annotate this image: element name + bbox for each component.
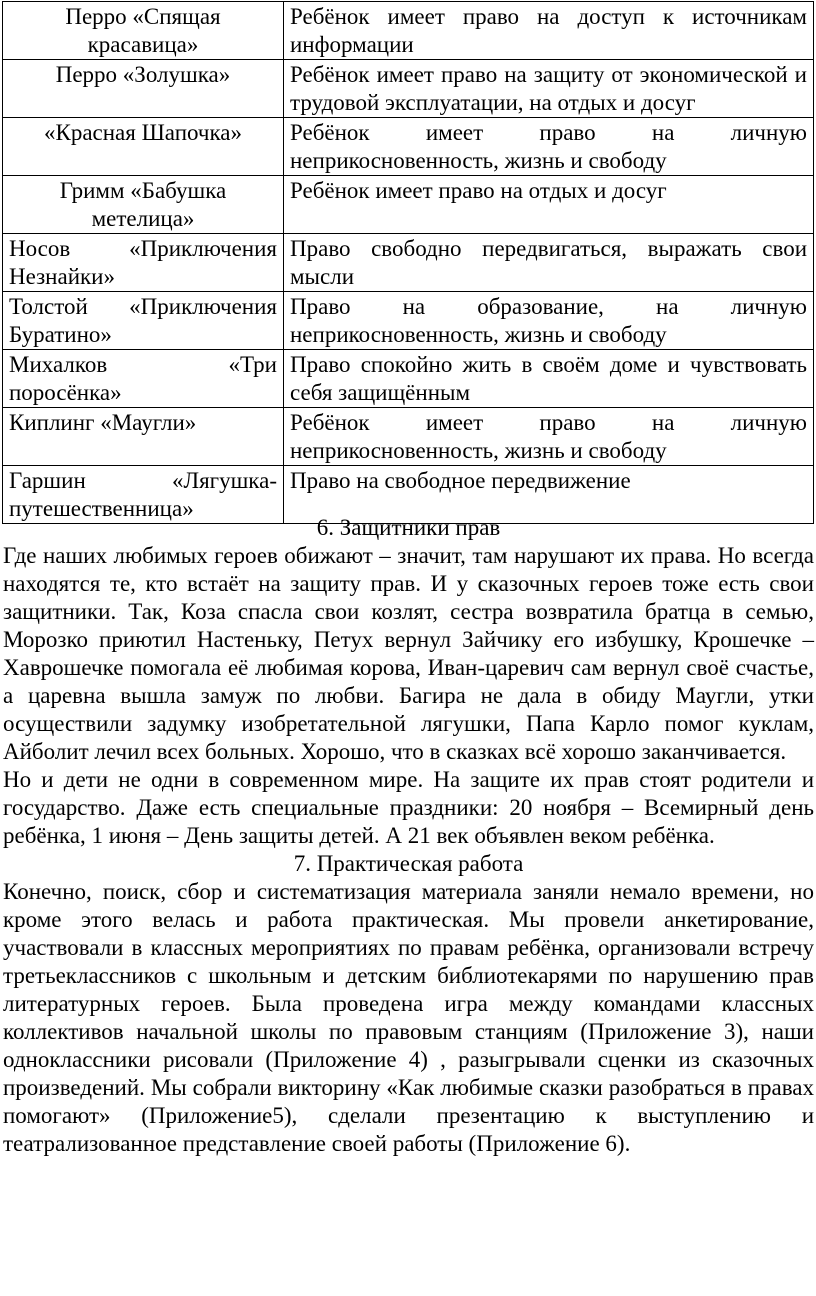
document-body (3, 514, 814, 1158)
tale-cell: Толстой «Приключения Буратино» (3, 292, 284, 350)
right-cell: Право на образование, на личную неприкосновенность, жизнь и свободу (284, 292, 814, 350)
table-row (3, 60, 814, 118)
right-cell: Ребёнок имеет право на личную неприкосновенность, жизнь и свободу (284, 408, 814, 466)
tale-cell: Гримм «Бабушка метелица» (3, 176, 284, 234)
tale-cell: Гаршин «Лягушка-путешественница» (3, 466, 284, 524)
table-row (3, 176, 814, 234)
table-row (3, 292, 814, 350)
section-6-heading: 6. Защитники прав (316, 515, 501, 540)
table-row (3, 350, 814, 408)
tale-cell: Перро «Спящая красавица» (3, 2, 284, 60)
right-cell: Ребёнок имеет право на доступ к источникам информации (284, 2, 814, 60)
tale-cell: Михалков «Три поросёнка» (3, 350, 284, 408)
right-cell: Ребёнок имеет право на защиту от экономической и трудовой эксплуатации, на отдых и досуг (284, 60, 814, 118)
right-cell: Ребёнок имеет право на отдых и досуг (284, 176, 814, 234)
section-7-heading: 7. Практическая работа (293, 851, 524, 876)
tale-cell: Носов «Приключения Незнайки» (3, 234, 284, 292)
tale-cell: «Красная Шапочка» (3, 118, 284, 176)
table-row (3, 234, 814, 292)
table-row (3, 118, 814, 176)
table-row (3, 2, 814, 60)
table-row (3, 408, 814, 466)
section-7-paragraph-1: Конечно, поиск, сбор и систематизация материала заняли немало времени, но кроме этого велась и работа практическая. Мы провели анкетирование, участвовали в классных мероприятиях по правам ребёнка, организовали встречу третьеклассников с школьным и детским библиотекарями по нарушению прав литературных героев. Была проведена игра между командами классных коллективов начальной школы по правовым станциям (Приложение 3), наши одноклассники рисовали (Приложение 4) , разыгрывали сценки из сказочных произведений. Мы собрали викторину «Как любимые сказки разобраться в правах помогают» (Приложение5), сделали презентацию к выступлению и театрализованное представление своей работы (Приложение 6). (3, 879, 814, 1156)
rights-table (2, 1, 814, 524)
section-6-paragraph-2: Но и дети не одни в современном мире. На защите их прав стоят родители и государство. Даже есть специальные праздники: 20 ноября – Всемирный день ребёнка, 1 июня – День защиты детей. А 21 век объявлен веком ребёнка. (3, 767, 814, 848)
tale-cell: Перро «Золушка» (3, 60, 284, 118)
right-cell: Право спокойно жить в своём доме и чувствовать себя защищённым (284, 350, 814, 408)
tale-cell: Киплинг «Маугли» (3, 408, 284, 466)
right-cell: Ребёнок имеет право на личную неприкосновенность, жизнь и свободу (284, 118, 814, 176)
right-cell: Право на свободное передвижение (284, 466, 814, 524)
right-cell: Право свободно передвигаться, выражать свои мысли (284, 234, 814, 292)
section-6-paragraph-1: Где наших любимых героев обижают – значит, там нарушают их права. Но всегда находятся те, кто встаёт на защиту прав. И у сказочных героев тоже есть свои защитники. Так, Коза спасла свои козлят, сестра возвратила братца в семью, Морозко приютил Настеньку, Петух вернул Зайчику его избушку, Крошечке – Хаврошечке помогала её любимая корова, Иван-царевич сам вернул своё счастье, а царевна вышла замуж по любви. Багира не дала в обиду Маугли, утки осуществили задумку изобретательной лягушки, Папа Карло помог куклам, Айболит лечил всех больных. Хорошо, что в сказках всё хорошо заканчивается. (3, 543, 814, 764)
